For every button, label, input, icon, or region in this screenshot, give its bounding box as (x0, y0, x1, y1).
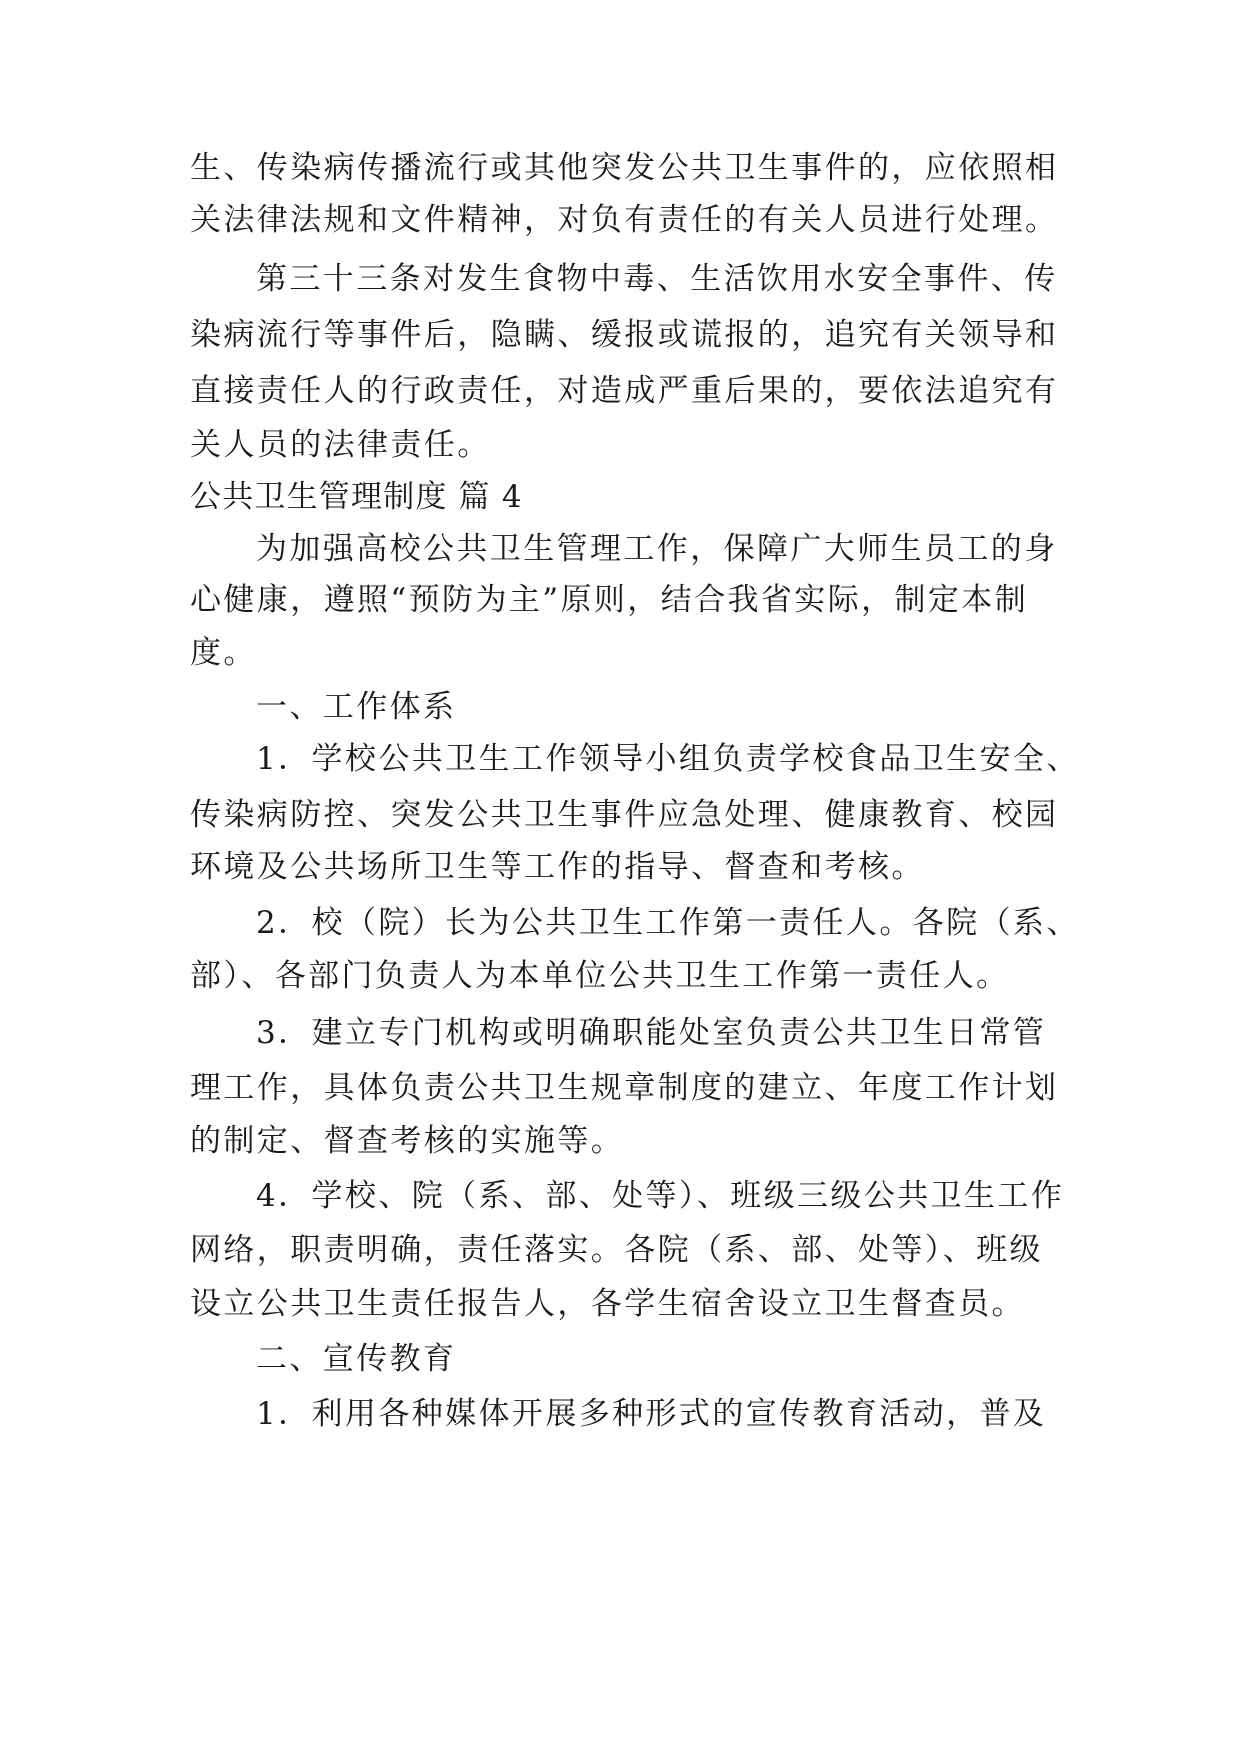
subsection-heading-publicity: 二、宣传教育 (256, 1341, 457, 1377)
text-line: 度。 (190, 635, 257, 671)
text-line: 理工作，具体负责公共卫生规章制度的建立、年度工作计划 (190, 1070, 1059, 1106)
item-3-line: 3．建立专门机构或明确职能处室负责公共卫生日常管 (256, 1015, 1047, 1051)
subsection-heading-work-system: 一、工作体系 (256, 689, 457, 725)
text-line: 网络，职责明确，责任落实。各院（系、部、处等）、班级 (190, 1232, 1043, 1268)
text-line: 设立公共卫生责任报告人，各学生宿舍设立卫生督查员。 (190, 1286, 1025, 1322)
item-2-line: 2．校（院）长为公共卫生工作第一责任人。各院（系、 (256, 905, 1080, 941)
text-line: 染病流行等事件后，隐瞒、缓报或谎报的，追究有关领导和 (190, 317, 1059, 353)
item-4-line: 4．学校、院（系、部、处等）、班级三级公共卫生工作 (256, 1178, 1065, 1214)
text-line: 心健康，遵照“预防为主”原则，结合我省实际，制定本制 (190, 582, 1029, 618)
text-line: 生、传染病传播流行或其他突发公共卫生事件的，应依照相 (190, 150, 1059, 186)
text-line: 关人员的法律责任。 (190, 427, 491, 463)
text-line: 的制定、督查考核的实施等。 (190, 1123, 625, 1159)
item-1-line: 1．学校公共卫生工作领导小组负责学校食品卫生安全、 (256, 741, 1080, 777)
intro-line: 为加强高校公共卫生管理工作，保障广大师生员工的身 (256, 531, 1058, 567)
text-line: 直接责任人的行政责任，对造成严重后果的，要依法追究有 (190, 373, 1059, 409)
article-33-line: 第三十三条对发生食物中毒、生活饮用水安全事件、传 (256, 261, 1058, 297)
text-line: 环境及公共场所卫生等工作的指导、督查和考核。 (190, 849, 925, 885)
text-line: 部）、各部门负责人为本单位公共卫生工作第一责任人。 (190, 958, 1010, 994)
section-heading: 公共卫生管理制度 篇 4 (190, 479, 523, 515)
item-1-publicity-line: 1．利用各种媒体开展多种形式的宣传教育活动，普及 (256, 1396, 1047, 1432)
text-line: 关法律法规和文件精神，对负有责任的有关人员进行处理。 (190, 202, 1059, 238)
text-line: 传染病防控、突发公共卫生事件应急处理、健康教育、校园 (190, 797, 1059, 833)
